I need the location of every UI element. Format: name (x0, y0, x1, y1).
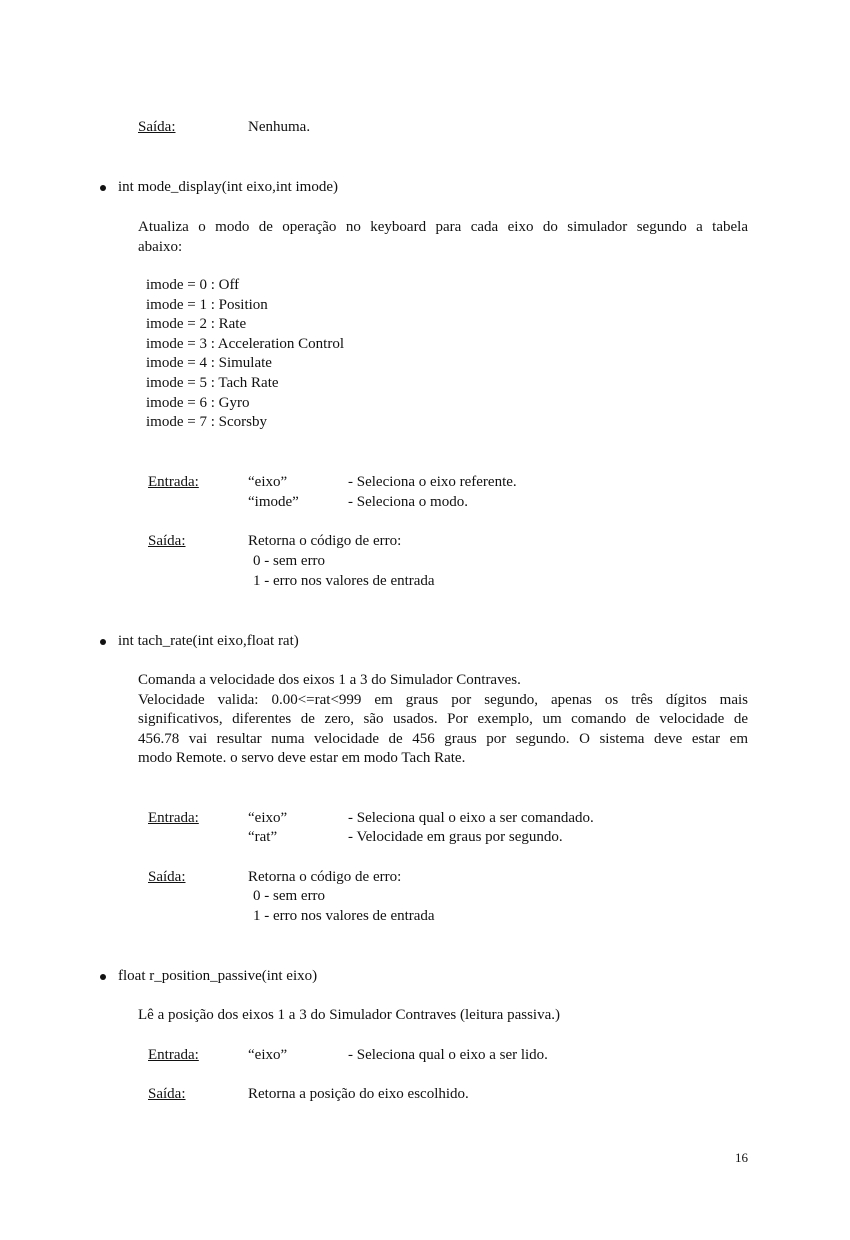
function-signature-tach-rate: int tach_rate(int eixo,float rat) (118, 633, 299, 649)
paragraph-line: abaixo: (138, 238, 183, 255)
paragraph-line: modo Remote. o servo deve estar em modo Tach Rate. (138, 750, 466, 766)
param-description: - Seleciona o eixo referente. (348, 474, 517, 490)
bullet-icon (100, 185, 106, 191)
imode-item: imode = 0 : Off (146, 277, 240, 293)
paragraph-line: Atualiza o modo de operação no keyboard para cada eixo do simulador segundo a tabela (138, 219, 748, 235)
param-description: - Seleciona o modo. (348, 494, 468, 510)
entrada-label: Entrada: (148, 474, 199, 490)
param-name: “rat” (248, 829, 278, 845)
param-description: - Velocidade em graus por segundo. (348, 829, 563, 845)
param-description: - Seleciona qual o eixo a ser lido. (348, 1047, 548, 1063)
return-code: 0 - sem erro (253, 888, 326, 904)
imode-table (146, 276, 344, 433)
imode-item: imode = 7 : Scorsby (146, 414, 267, 431)
saida-label: Saída: (148, 869, 186, 885)
page-number: 16 (735, 1150, 748, 1165)
param-name: “eixo” (248, 1047, 288, 1063)
bullet-icon (100, 639, 106, 645)
paragraph-line: Velocidade valida: 0.00<=rat<999 em graus por segundo, apenas os três dígitos mais (138, 691, 748, 708)
return-code: 0 - sem erro (253, 553, 326, 569)
function-signature-mode-display: int mode_display(int eixo,int imode) (118, 179, 338, 195)
imode-item: imode = 6 : Gyro (146, 394, 250, 411)
return-description: Retorna a posição do eixo escolhido. (248, 1086, 469, 1102)
function-signature-r-position-passive: float r_position_passive(int eixo) (118, 968, 318, 984)
mode-display-description (138, 218, 748, 257)
imode-item: imode = 3 : Acceleration Control (146, 335, 344, 352)
param-name: “eixo” (248, 810, 288, 826)
return-description: Retorna o código de erro: (248, 533, 402, 549)
paragraph-line: significativos, diferentes de zero, são usados. Por exemplo, um comando de velocidade de (138, 711, 748, 727)
param-name: “eixo” (248, 474, 288, 490)
saida-label: Saída: (148, 533, 186, 549)
entrada-label: Entrada: (148, 810, 199, 826)
saida-value: Nenhuma. (248, 119, 311, 135)
imode-item: imode = 1 : Position (146, 296, 268, 313)
return-description: Retorna o código de erro: (248, 869, 402, 885)
saida-label: Saída: (148, 1086, 186, 1102)
param-description: - Seleciona qual o eixo a ser comandado. (348, 810, 594, 826)
bullet-icon (100, 974, 106, 980)
tach-rate-description (138, 671, 748, 769)
saida-label: Saída: (138, 119, 176, 135)
imode-item: imode = 4 : Simulate (146, 355, 272, 372)
paragraph-line: Comanda a velocidade dos eixos 1 a 3 do Simulador Contraves. (138, 672, 521, 688)
imode-item: imode = 2 : Rate (146, 316, 247, 333)
r-position-passive-description: Lê a posição dos eixos 1 a 3 do Simulador Contraves (leitura passiva.) (138, 1007, 560, 1023)
return-code: 1 - erro nos valores de entrada (253, 573, 435, 589)
paragraph-line: 456.78 vai resultar numa velocidade de 456 graus por segundo. O sistema deve estar em (138, 730, 748, 747)
param-name: “imode” (248, 494, 299, 510)
entrada-label: Entrada: (148, 1047, 199, 1063)
return-code: 1 - erro nos valores de entrada (253, 908, 435, 924)
imode-item: imode = 5 : Tach Rate (146, 374, 279, 391)
